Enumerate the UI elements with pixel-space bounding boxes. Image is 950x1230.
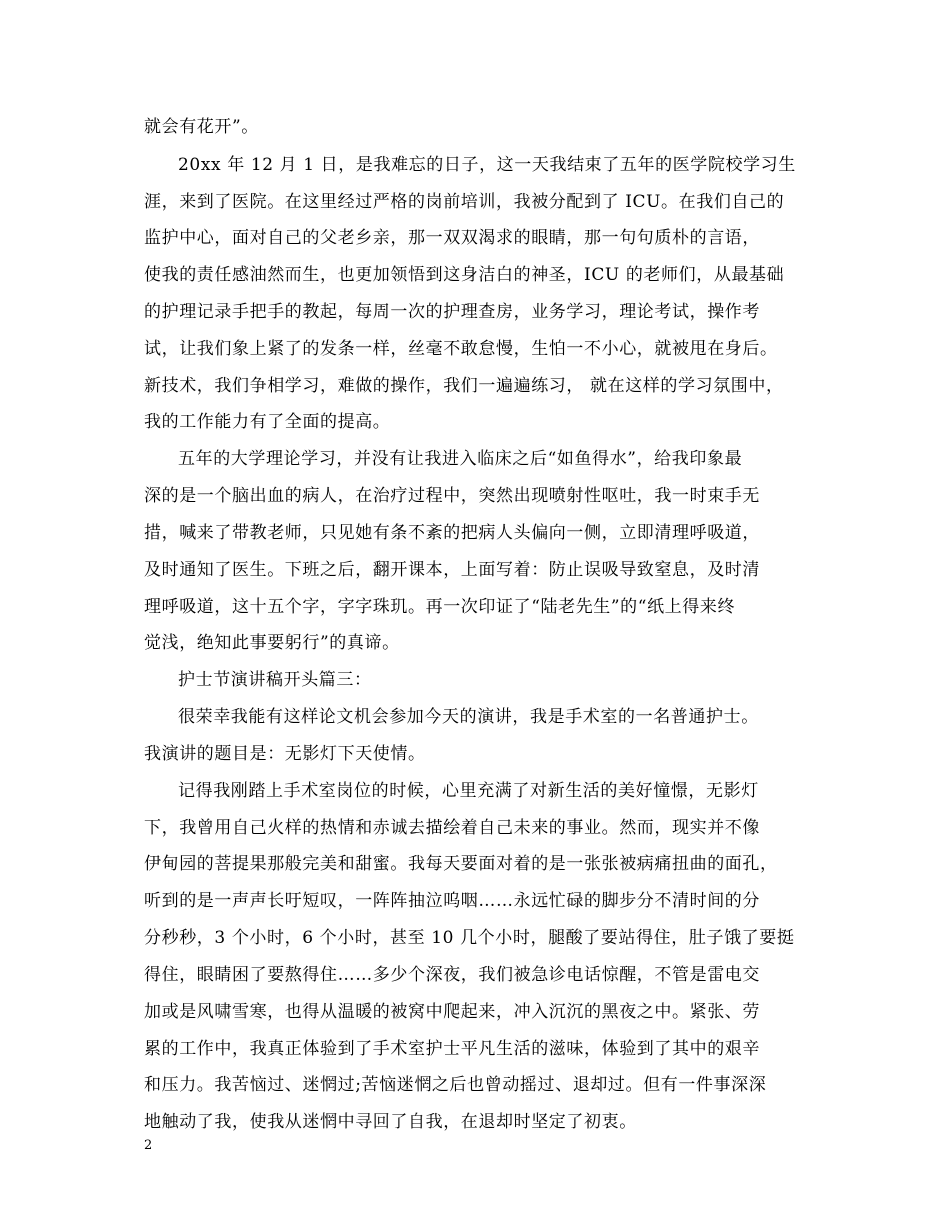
text-line: 使我的责任感油然而生，也更加领悟到这身洁白的神圣，ICU 的老师们，从最基础 (144, 265, 785, 285)
page-number: 2 (144, 1138, 153, 1153)
text-line: 和压力。我苦恼过、迷惘过;苦恼迷惘之后也曾动摇过、退却过。但有一件事深深 (144, 1075, 767, 1095)
text-line: 措，喊来了带教老师，只见她有条不紊的把病人头偏向一侧，立即清理呼吸道， (144, 523, 760, 543)
text-line: 听到的是一声声长吁短叹，一阵阵抽泣呜咽……永远忙碌的脚步分不清时间的分 (144, 891, 760, 911)
text-line: 我演讲的题目是：无影灯下天使情。 (144, 744, 426, 764)
text-line: 下，我曾用自己火样的热情和赤诚去描绘着自己未来的事业。然而，现实并不像 (144, 818, 760, 838)
section-heading: 护士节演讲稿开头篇三： (178, 670, 372, 690)
text-line: 及时通知了医生。下班之后，翻开课本，上面写着：防止误吸导致窒息，及时清 (144, 560, 760, 580)
text-line: 地触动了我，使我从迷惘中寻回了自我，在退却时坚定了初衷。 (144, 1112, 637, 1132)
text-line: 监护中心，面对自己的父老乡亲，那一双双渴求的眼睛，那一句句质朴的言语， (144, 228, 760, 248)
text-line: 的护理记录手把手的教起，每周一次的护理查房，业务学习，理论考试，操作考 (144, 302, 760, 322)
text-line: 记得我刚踏上手术室岗位的时候，心里充满了对新生活的美好憧憬，无影灯 (178, 781, 759, 801)
text-line: 很荣幸我能有这样论文机会参加今天的演讲，我是手术室的一名普通护士。 (178, 707, 759, 727)
text-line: 涯，来到了医院。在这里经过严格的岗前培训，我被分配到了 ICU。在我们自己的 (144, 192, 785, 212)
text-line: 20xx 年 12 月 1 日，是我难忘的日子，这一天我结束了五年的医学院校学习生 (178, 155, 796, 175)
text-line: 加或是风啸雪寒，也得从温暖的被窝中爬起来，冲入沉沉的黑夜之中。紧张、劳 (144, 1002, 760, 1022)
text-line: 觉浅，绝知此事要躬行”的真谛。 (144, 633, 400, 653)
text-line: 新技术，我们争相学习，难做的操作，我们一遍遍练习， 就在这样的学习氛围中， (144, 376, 784, 396)
text-line: 伊甸园的菩提果那般完美和甜蜜。我每天要面对着的是一张张被病痛扭曲的面孔， (144, 854, 778, 874)
text-line: 分秒秒，3 个小时，6 个小时，甚至 10 几个小时，腿酸了要站得住，肚子饿了要挺 (144, 928, 795, 948)
text-line: 理呼吸道，这十五个字，字字珠玑。再一次印证了“陆老先生”的“纸上得来终 (144, 597, 736, 617)
text-line: 我的工作能力有了全面的提高。 (144, 412, 391, 432)
text-line: 试，让我们象上紧了的发条一样，丝毫不敢怠慢，生怕一不小心，就被甩在身后。 (144, 339, 778, 359)
text-line: 五年的大学理论学习，并没有让我进入临床之后“如鱼得水”，给我印象最 (178, 449, 743, 469)
text-line: 累的工作中，我真正体验到了手术室护士平凡生活的滋味，体验到了其中的艰辛 (144, 1039, 760, 1059)
text-line: 得住，眼睛困了要熬得住……多少个深夜，我们被急诊电话惊醒，不管是雷电交 (144, 965, 760, 985)
text-line: 深的是一个脑出血的病人，在治疗过程中，突然出现喷射性呕吐，我一时束手无 (144, 486, 760, 506)
text-line: 就会有花开”。 (144, 117, 259, 137)
